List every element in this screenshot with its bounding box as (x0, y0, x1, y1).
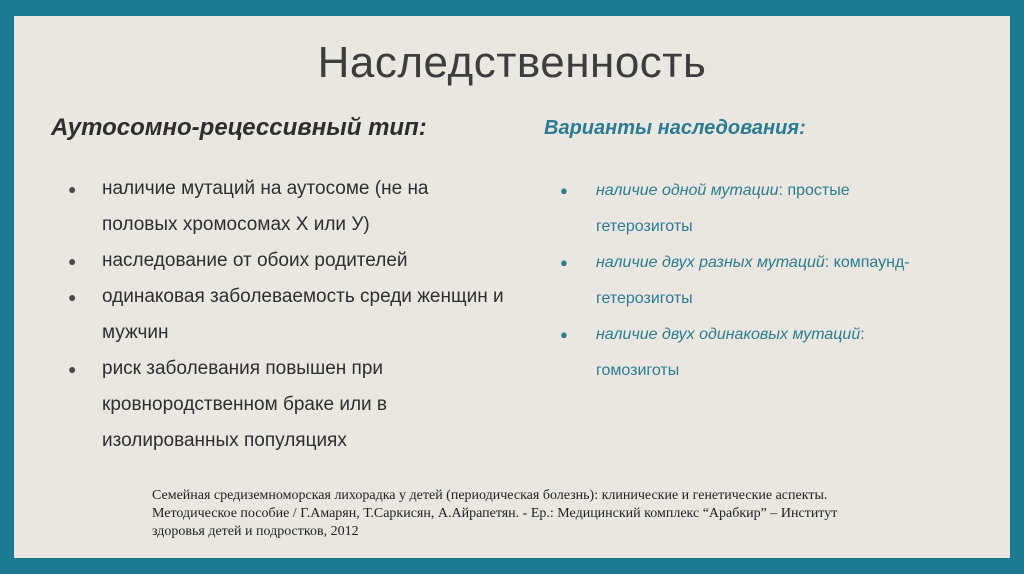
list-item (68, 171, 508, 243)
bullet-dot-icon: ● (560, 327, 568, 342)
right-heading: Варианты наследования: (544, 117, 806, 139)
list-item (560, 173, 940, 245)
variant-name: наличие одной мутации (596, 182, 779, 199)
list-item-text: наследование от обоих родителей (102, 250, 408, 271)
list-item (68, 351, 508, 459)
bullet-dot-icon: ● (68, 289, 77, 305)
list-item (68, 243, 508, 279)
variant-description: : простые гетерозиготы (596, 182, 850, 235)
right-bullet-list (560, 173, 940, 389)
bullet-dot-icon: ● (560, 183, 568, 198)
variant-name: наличие двух одинаковых мутаций (596, 326, 861, 343)
left-bullet-list (68, 171, 508, 459)
list-item-text: одинаковая заболеваемость среди женщин и мужчин (102, 286, 504, 343)
bullet-dot-icon: ● (68, 361, 77, 377)
variant-description: : гомозиготы (596, 326, 865, 379)
left-heading: Аутосомно-рецессивный тип: (51, 114, 427, 141)
list-item (68, 279, 508, 351)
list-item-text: риск заболевания повышен при кровнородственном браке или в изолированных популяциях (102, 358, 388, 451)
bullet-dot-icon: ● (560, 255, 568, 270)
list-item (560, 317, 940, 389)
slide (14, 16, 1010, 558)
bullet-dot-icon: ● (68, 253, 77, 269)
list-item (560, 245, 940, 317)
bullet-dot-icon: ● (68, 181, 77, 197)
list-item-text: наличие мутаций на аутосоме (не на половых хромосомах X или У) (102, 178, 429, 235)
variant-name: наличие двух разных мутаций (596, 254, 825, 271)
slide-title: Наследственность (317, 38, 707, 87)
citation: Семейная средиземноморская лихорадка у детей (периодическая болезнь): клинические и генетические аспекты. Методическое пособие / Г.Амарян, Т.Саркисян, А.Айрапетян. - Ер.: Медицинский комплекс “Арабкир” – Институт здоровья детей и подростков, 2012 (152, 488, 838, 539)
variant-description: : компаунд-гетерозиготы (596, 254, 910, 307)
